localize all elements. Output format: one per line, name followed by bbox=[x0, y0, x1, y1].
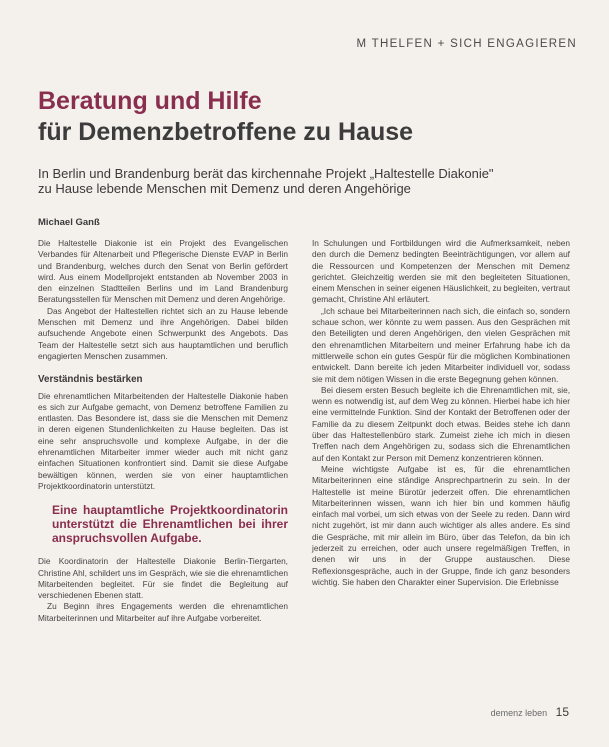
subheading: Verständnis bestärken bbox=[38, 374, 143, 386]
page-footer bbox=[491, 705, 569, 719]
title-line-2: für Demenzbetroffene zu Hause bbox=[38, 118, 414, 146]
body-paragraph: Die Haltestelle Diakonie ist ein Projekt des Evangelischen Verbandes für Altenarbeit und Pflegerische Dienste EVAP in Berlin und Brandenburg, welches durch den Senat von Berlin gefördert wird. Aus einem Modellprojekt entstanden ab November 2003 in den einzelnen Stadtteilen Berlins und im Land Brandenburg Beratungsstellen für Menschen mit Demenz und deren Angehörige. bbox=[38, 238, 288, 305]
lede-line-1: In Berlin und Brandenburg berät das kirchennahe Projekt „Haltestelle Diakonie" bbox=[38, 166, 494, 181]
body-paragraph: Die ehrenamtlichen Mitarbeitenden der Haltestelle Diakonie haben es sich zur Aufgabe gemacht, von Demenz betroffene Familien zu entlasten. Das Besondere ist, dass sie die Menschen mit Demenz in deren eigenen Stundenlichkeiten zu Hause begleiten. Das ist eine sehr anspruchsvolle und komplexe Aufgabe, in der die ehrenamtlichen Mitarbeiter immer wieder auch mit nicht ganz einfachen Situationen konfrontiert sind. Damit sie diese Aufgabe bewältigen können, werden sie von einer hauptamtlichen Projektkoordinatorin unterstützt. bbox=[38, 390, 288, 491]
left-column bbox=[38, 238, 288, 624]
body-paragraph: „Ich schaue bei Mitarbeiterinnen nach sich, die einfach so, sondern schaue schon, wer könnte zu wem passen. Aus den Gesprächen mit den Beteiligten und deren Angehörigen, den vielen Gesprächen mit den ehrenamtlichen Mitarbeitern und meiner Erfahrung habe ich da mittlerweile schon ein gutes Gespür für die möglichen Kombinationen entwickelt. Dann bereite ich jeden Mitarbeiter individuell vor, sodass sie mit dem nötigen Wissen in die erste Begegnung gehen können. bbox=[312, 305, 570, 384]
article-lede bbox=[38, 166, 578, 196]
section-label: M THELFEN + SICH ENGAGIEREN bbox=[356, 38, 577, 50]
body-paragraph: In Schulungen und Fortbildungen wird die Aufmerksamkeit, neben den durch die Demenz bedingten Beeinträchtigungen, vor allem auf die Ressourcen und Kompetenzen der Menschen mit Demenz gerichtet. Gleichzeitig werden sie mit den begleiteten Situationen, einem Menschen in seiner eigenen Häuslichkeit, zu begleiten, vertraut gemacht, Christine Ahl erläutert. bbox=[312, 238, 570, 305]
page-number: 15 bbox=[555, 705, 569, 719]
title-line-1: Beratung und Hilfe bbox=[38, 87, 262, 115]
body-paragraph: Meine wichtigste Aufgabe ist es, für die ehrenamtlichen Mitarbeiterinnen eine ständige Ansprechpartnerin zu sein. In der Haltestelle ist meine Bürotür jederzeit offen. Die ehrenamtlichen Mitarbeiterinnen wissen, wann ich hier bin und kommen häufig einfach mal vorbei, um sich etwas von der Seele zu reden. Dann wird nicht zugehört, ist mir dann auch wichtiger als alles andere. Es sind die Gespräche, mit mir allein im Büro, über das Telefon, da bin ich jederzeit zu erreichen, oder auch unsere regelmäßigen Treffen, in denen wir uns in der Gruppe austauschen. Diese Reflexionsgespräche, auch in der Gruppe, finde ich ganz besonders wichtig. Sie haben den Charakter einer Supervision. Die Erlebnisse bbox=[312, 463, 570, 587]
right-column bbox=[312, 238, 570, 588]
lede-line-2: zu Hause lebende Menschen mit Demenz und deren Angehörige bbox=[38, 181, 411, 196]
body-paragraph: Bei diesem ersten Besuch begleite ich die Ehrenamtlichen mit, sie, wenn es notwendig ist, auf dem Weg zu können. Hierbei habe ich hier eine vermittelnde Funktion. Sind der Kontakt der Betroffenen oder der Familie da zu diesem Zeitpunkt doch etwas. Beides stehe ich dann über das Haltestellenbüro stark. Zumeist ziehe ich mich in diesen Treffen nach dem Angehörigen zu, sodass sich die Ehrenamtlichen auf den Kontakt zur Person mit Demenz konzentrieren können. bbox=[312, 384, 570, 463]
pull-quote: Eine hauptamtliche Projektkoordinatorin unterstützt die Ehrenamtlichen bei ihrer anspruchsvollen Aufgabe. bbox=[52, 503, 288, 546]
journal-name: demenz leben bbox=[490, 708, 548, 718]
body-paragraph: Das Angebot der Haltestellen richtet sich an zu Hause lebende Menschen mit Demenz und ihre Angehörigen. Dabei bilden aufsuchende Angebote einen Schwerpunkt des Angebots. Das Team der Haltestelle setzt sich aus hauptamtlichen und beruflich engagierten Menschen zusammen. bbox=[38, 305, 288, 361]
article-title bbox=[38, 86, 413, 148]
body-paragraph: Zu Beginn ihres Engagements werden die ehrenamtlichen Mitarbeiterinnen und Mitarbeiter auf ihre Aufgabe vorbereitet. bbox=[38, 601, 288, 623]
author-byline: Michael Ganß bbox=[38, 217, 100, 228]
body-paragraph: Die Koordinatorin der Haltestelle Diakonie Berlin-Tiergarten, Christine Ahl, schildert uns im Gespräch, wie sie die ehrenamtlichen Mitarbeitenden begleitet. Für sie findet die Begleitung auf verschiedenen Ebenen statt. bbox=[38, 556, 288, 601]
